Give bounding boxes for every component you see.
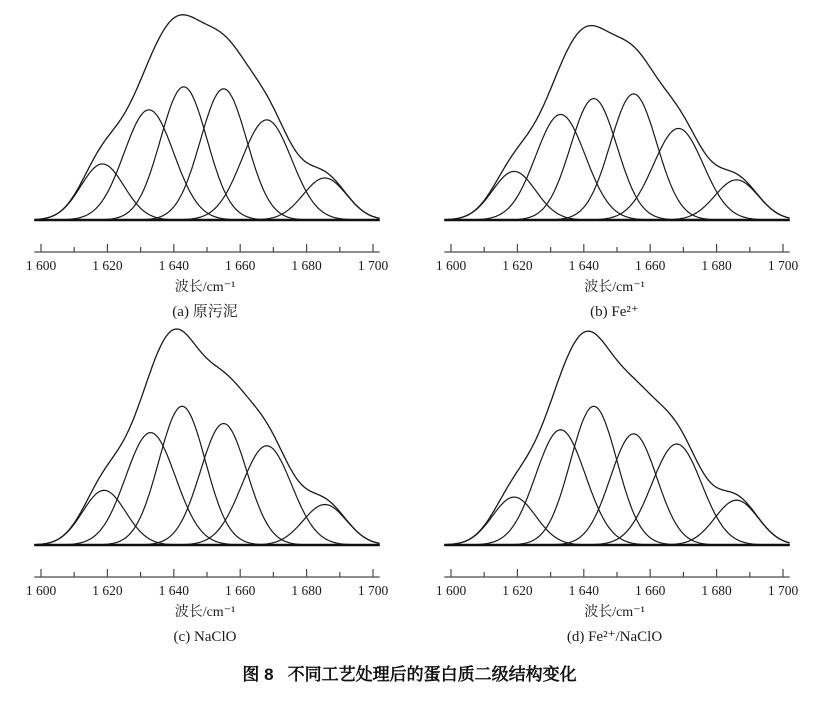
x-tick-label: 1 640	[158, 258, 189, 273]
x-tick-label: 1 680	[291, 258, 322, 273]
component-peak-curve	[34, 87, 379, 220]
component-peak-curve	[444, 406, 789, 545]
spectrum-plot-b	[415, 2, 815, 280]
component-peak-curve	[34, 120, 379, 220]
panel-c	[5, 327, 405, 646]
subplot-title-a: (a) 原污泥	[172, 304, 238, 320]
subplot-title-b: (b) Fe²⁺	[590, 304, 639, 320]
subplot-title-d: (d) Fe²⁺/NaClO	[566, 629, 663, 645]
component-peak-curve	[34, 446, 379, 545]
component-peak-curve	[444, 94, 789, 220]
component-peak-curve	[444, 99, 789, 220]
x-tick-label: 1 660	[225, 583, 256, 598]
component-peak-curve	[34, 423, 379, 545]
component-peak-curve	[34, 178, 379, 220]
spectrum-plot-d	[415, 327, 815, 605]
spectrum-plot-a	[5, 2, 405, 280]
x-tick-label: 1 620	[501, 258, 533, 273]
caption-number: 图 8	[242, 665, 274, 684]
caption-text: 不同工艺处理后的蛋白质二级结构变化	[287, 665, 577, 684]
component-peak-curve	[444, 430, 789, 545]
component-peak-curve	[444, 171, 789, 220]
x-tick-label: 1 640	[568, 258, 599, 273]
x-tick-label: 1 660	[225, 258, 256, 273]
panel-a	[5, 2, 405, 321]
envelope-curve	[34, 329, 379, 545]
component-peak-curve	[444, 114, 789, 220]
x-tick-label: 1 680	[700, 583, 732, 598]
x-axis-label: 波长/cm⁻¹	[174, 605, 236, 620]
x-tick-label: 1 600	[435, 258, 466, 273]
component-peak-curve	[444, 434, 789, 545]
x-tick-label: 1 600	[435, 583, 466, 598]
figure-caption	[0, 660, 819, 685]
x-tick-label: 1 600	[25, 583, 57, 598]
component-peak-curve	[444, 497, 789, 545]
component-peak-curve	[34, 406, 379, 545]
x-axis-label: 波长/cm⁻¹	[584, 605, 645, 620]
panel-b	[415, 2, 815, 321]
x-tick-label: 1 620	[92, 583, 123, 598]
x-tick-label: 1 680	[700, 258, 732, 273]
x-axis-label: 波长/cm⁻¹	[584, 280, 645, 295]
x-tick-label: 1 660	[634, 583, 665, 598]
x-tick-label: 1 700	[357, 583, 389, 598]
x-axis-label: 波长/cm⁻¹	[174, 280, 236, 295]
x-tick-label: 1 620	[501, 583, 533, 598]
x-tick-label: 1 680	[291, 583, 322, 598]
envelope-curve	[444, 331, 789, 545]
component-peak-curve	[34, 89, 379, 220]
x-tick-label: 1 660	[634, 258, 665, 273]
component-peak-curve	[34, 110, 379, 220]
subplot-title-c: (c) NaClO	[173, 629, 237, 645]
x-tick-label: 1 700	[767, 583, 798, 598]
x-tick-label: 1 640	[568, 583, 599, 598]
x-tick-label: 1 600	[25, 258, 57, 273]
panel-d	[415, 327, 815, 646]
x-tick-label: 1 620	[92, 258, 123, 273]
x-tick-label: 1 700	[357, 258, 389, 273]
spectrum-plot-c	[5, 327, 405, 605]
x-tick-label: 1 640	[158, 583, 189, 598]
figure-grid	[0, 2, 819, 646]
x-tick-label: 1 700	[767, 258, 798, 273]
